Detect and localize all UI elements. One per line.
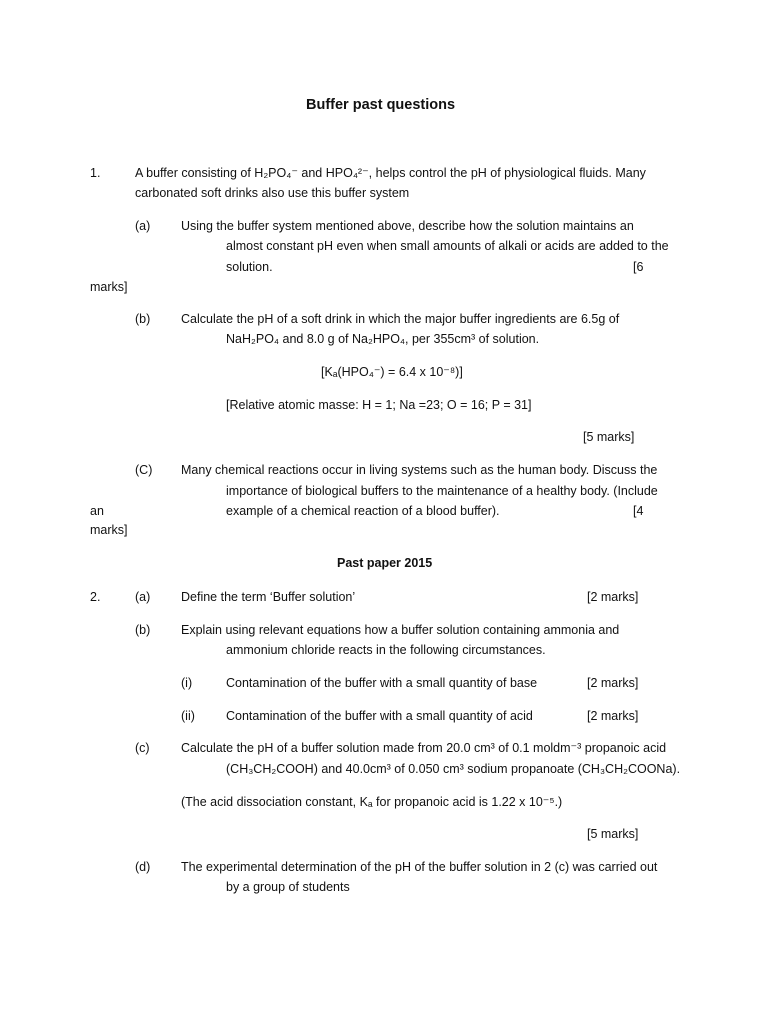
q1c-side-an: an <box>90 504 104 518</box>
q1b-ka-value: [Kₐ(HPO₄⁻) = 6.4 x 10⁻⁸)] <box>321 365 463 379</box>
q1c-marks-close: marks] <box>90 523 128 537</box>
q2b-line1: Explain using relevant equations how a buffer solution containing ammonia and <box>181 623 620 637</box>
q1b-marks: [5 marks] <box>583 430 635 444</box>
q1a-marks-close: marks] <box>90 280 128 294</box>
section-heading-2015: Past paper 2015 <box>337 556 433 570</box>
q1a-marks-open: [6 <box>633 260 644 274</box>
q1c-line2: importance of biological buffers to the maintenance of a healthy body. (Include <box>226 484 658 498</box>
q2b-label: (b) <box>135 623 151 637</box>
q1b-line2: NaH₂PO₄ and 8.0 g of Na₂HPO₄, per 355cm³ of solution. <box>226 332 540 346</box>
q1c-label: (C) <box>135 463 153 477</box>
q2b-ii-label: (ii) <box>181 709 195 723</box>
q2b-i-label: (i) <box>181 676 193 690</box>
q1-intro-line1: A buffer consisting of H₂PO₄⁻ and HPO₄²⁻, helps control the pH of physiological fluids. Many <box>135 166 646 180</box>
q1-intro-line2: carbonated soft drinks also use this buffer system <box>135 186 410 200</box>
q1c-line1: Many chemical reactions occur in living systems such as the human body. Discuss the <box>181 463 658 477</box>
q1a-line1: Using the buffer system mentioned above, describe how the solution maintains an <box>181 219 634 233</box>
q2b-line2: ammonium chloride reacts in the following circumstances. <box>226 643 546 657</box>
q2c-line1: Calculate the pH of a buffer solution made from 20.0 cm³ of 0.1 moldm⁻³ propanoic acid <box>181 741 667 755</box>
q1b-line1: Calculate the pH of a soft drink in which the major buffer ingredients are 6.5g of <box>181 312 620 326</box>
q2c-marks: [5 marks] <box>587 827 639 841</box>
q1b-label: (b) <box>135 312 151 326</box>
q2c-label: (c) <box>135 741 150 755</box>
q2c-ka-note: (The acid dissociation constant, Kₐ for propanoic acid is 1.22 x 10⁻⁵.) <box>181 795 563 809</box>
q1-number: 1. <box>90 166 101 180</box>
q2b-ii-marks: [2 marks] <box>587 709 639 723</box>
q2a-text: Define the term ‘Buffer solution’ <box>181 590 356 604</box>
q2-number: 2. <box>90 590 101 604</box>
q1b-atomic-masses: [Relative atomic masse: H = 1; Na =23; O = 16; P = 31] <box>226 398 532 412</box>
q2b-i-marks: [2 marks] <box>587 676 639 690</box>
q2c-line2: (CH₃CH₂COOH) and 40.0cm³ of 0.050 cm³ sodium propanoate (CH₃CH₂COONa). <box>226 762 681 776</box>
q1a-line3: solution. <box>226 260 273 274</box>
q2a-label: (a) <box>135 590 151 604</box>
q2a-marks: [2 marks] <box>587 590 639 604</box>
q2b-ii-text: Contamination of the buffer with a small quantity of acid <box>226 709 533 723</box>
q2d-line1: The experimental determination of the pH of the buffer solution in 2 (c) was carried out <box>181 860 658 874</box>
q1a-label: (a) <box>135 219 151 233</box>
q2b-i-text: Contamination of the buffer with a small quantity of base <box>226 676 538 690</box>
q2d-label: (d) <box>135 860 151 874</box>
q1a-line2: almost constant pH even when small amounts of alkali or acids are added to the <box>226 239 669 253</box>
q2d-line2: by a group of students <box>226 880 350 894</box>
q1c-line3: example of a chemical reaction of a blood buffer). <box>226 504 500 518</box>
page-title: Buffer past questions <box>306 97 456 113</box>
q1c-marks-open: [4 <box>633 504 644 518</box>
